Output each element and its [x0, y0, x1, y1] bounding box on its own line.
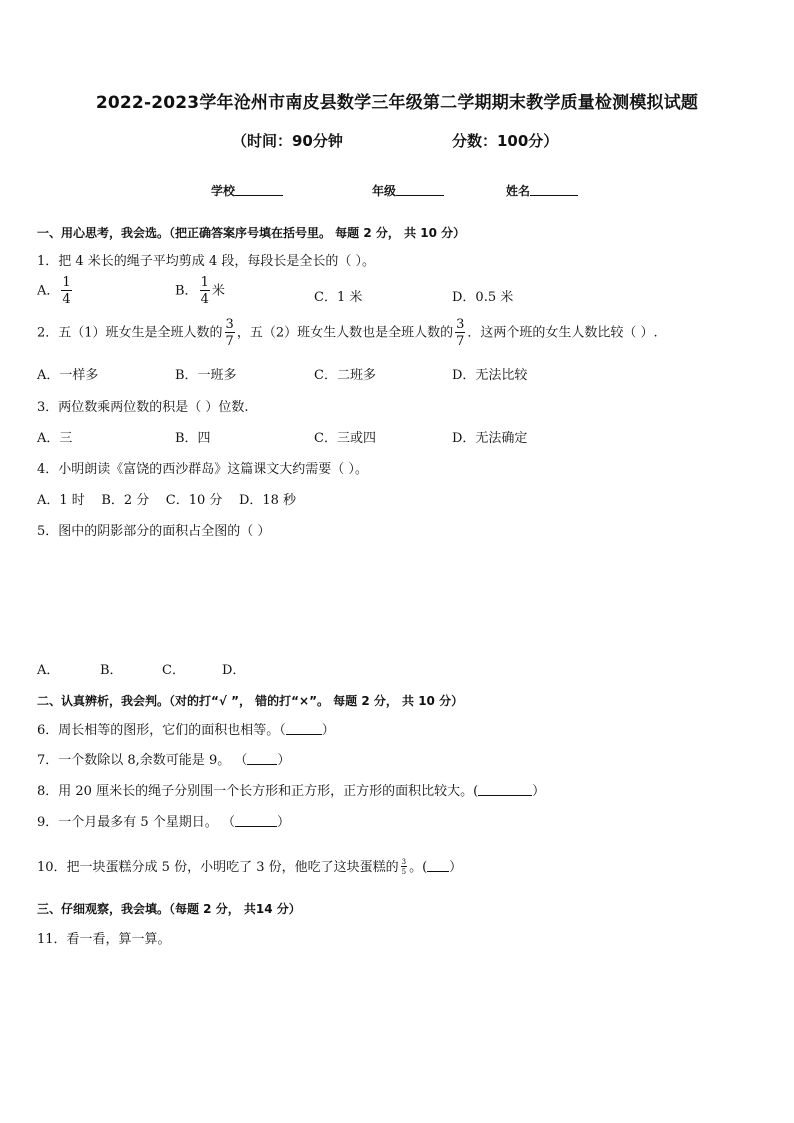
school-blank[interactable]	[235, 183, 283, 196]
question-5: 5．图中的阴影部分的面积占全图的（ ）	[37, 524, 271, 539]
q1-option-a-label: A．	[37, 283, 60, 299]
q1-option-d[interactable]: D．0.5 米	[452, 290, 514, 305]
q5-option-a[interactable]: A．	[37, 663, 60, 678]
q3-option-c[interactable]: C．三或四	[314, 431, 376, 446]
name-field	[506, 182, 578, 199]
question-8: 8．用 20 厘米长的绳子分别围一个长方形和正方形，正方形的面积比较大。( ）	[37, 784, 546, 799]
name-blank[interactable]	[530, 183, 578, 196]
q5-option-b[interactable]: B．	[100, 663, 123, 678]
section-2-heading: 二、认真辨析，我会判。（对的打“√ ”， 错的打“×”。 每题 2 分， 共 10 分）	[37, 694, 464, 708]
q1-option-a[interactable]	[37, 276, 74, 306]
q5-option-d[interactable]: D．	[222, 663, 246, 678]
q1-option-b[interactable]	[175, 276, 225, 306]
q1-option-b-fraction: $\frac{1}{4}$	[200, 275, 209, 307]
exam-time: （时间：90分钟	[232, 132, 343, 150]
q2-fraction-2: $\frac{3}{7}$	[456, 317, 465, 349]
q6-answer-blank[interactable]	[286, 722, 322, 735]
q9-answer-blank[interactable]	[235, 814, 277, 827]
question-1: 1．把 4 米长的绳子平均剪成 4 段，每段长是全长的（ ）。	[37, 254, 375, 269]
question-2: 2．五（1）班女生是全班人数的 $\frac{3}{7}$ ，五（2）班女生人数也是全班人数的 $\frac{3}{7}$ ．这两个班的女生人数比较（ ）.	[37, 317, 658, 349]
q1-option-b-unit: 米	[211, 283, 225, 299]
q4-options[interactable]: A．1 时 B．2 分 C．10 分 D．18 秒	[37, 493, 297, 508]
question-3: 3．两位数乘两位数的积是（ ）位数.	[37, 400, 249, 415]
question-9: 9．一个月最多有 5 个星期日。 （ ）	[37, 815, 290, 830]
q2-option-b[interactable]: B．一班多	[175, 368, 237, 383]
q2-option-d[interactable]: D．无法比较	[452, 368, 528, 383]
name-label: 姓名	[506, 184, 531, 198]
exam-title: 2022-2023学年沧州市南皮县数学三年级第二学期期末教学质量检测模拟试题	[95, 93, 699, 113]
section-1-heading: 一、用心思考，我会选。（把正确答案序号填在括号里。 每题 2 分， 共 10 分）	[37, 226, 466, 240]
question-10: 10．把一块蛋糕分成 5 份，小明吃了 3 份，他吃了这块蛋糕的 $\frac{3}{5}$ 。( ）	[37, 858, 463, 876]
q3-option-b[interactable]: B．四	[175, 431, 211, 446]
q3-option-a[interactable]: A．三	[37, 431, 73, 446]
question-7: 7．一个数除以 8,余数可能是 9。 （ ）	[37, 753, 291, 768]
exam-score: 分数：100分）	[452, 132, 559, 150]
school-field	[211, 182, 283, 199]
q1-option-c[interactable]: C．1 米	[314, 290, 363, 305]
grade-label: 年级	[372, 184, 397, 198]
question-4: 4．小明朗读《富饶的西沙群岛》这篇课文大约需要（ ）。	[37, 462, 368, 477]
q10-fraction: $\frac{3}{5}$	[401, 858, 407, 876]
q2-option-c[interactable]: C．二班多	[314, 368, 376, 383]
q10-answer-blank[interactable]	[427, 859, 449, 872]
question-6: 6．周长相等的图形，它们的面积也相等。（ ）	[37, 723, 335, 738]
grade-blank[interactable]	[396, 183, 444, 196]
q3-option-d[interactable]: D．无法确定	[452, 431, 528, 446]
q5-option-c[interactable]: C．	[162, 663, 185, 678]
question-11: 11．看一看，算一算。	[37, 932, 171, 947]
school-label: 学校	[211, 184, 236, 198]
q8-answer-blank[interactable]	[478, 783, 532, 796]
q2-fraction-1: $\frac{3}{7}$	[225, 317, 234, 349]
section-3-heading: 三、仔细观察，我会填。（每题 2 分， 共14 分）	[37, 902, 301, 916]
q1-option-b-label: B．	[175, 283, 198, 299]
grade-field	[372, 182, 444, 199]
q7-answer-blank[interactable]	[247, 752, 277, 765]
q1-option-a-fraction: $\frac{1}{4}$	[62, 275, 71, 307]
q2-option-a[interactable]: A．一样多	[37, 368, 99, 383]
